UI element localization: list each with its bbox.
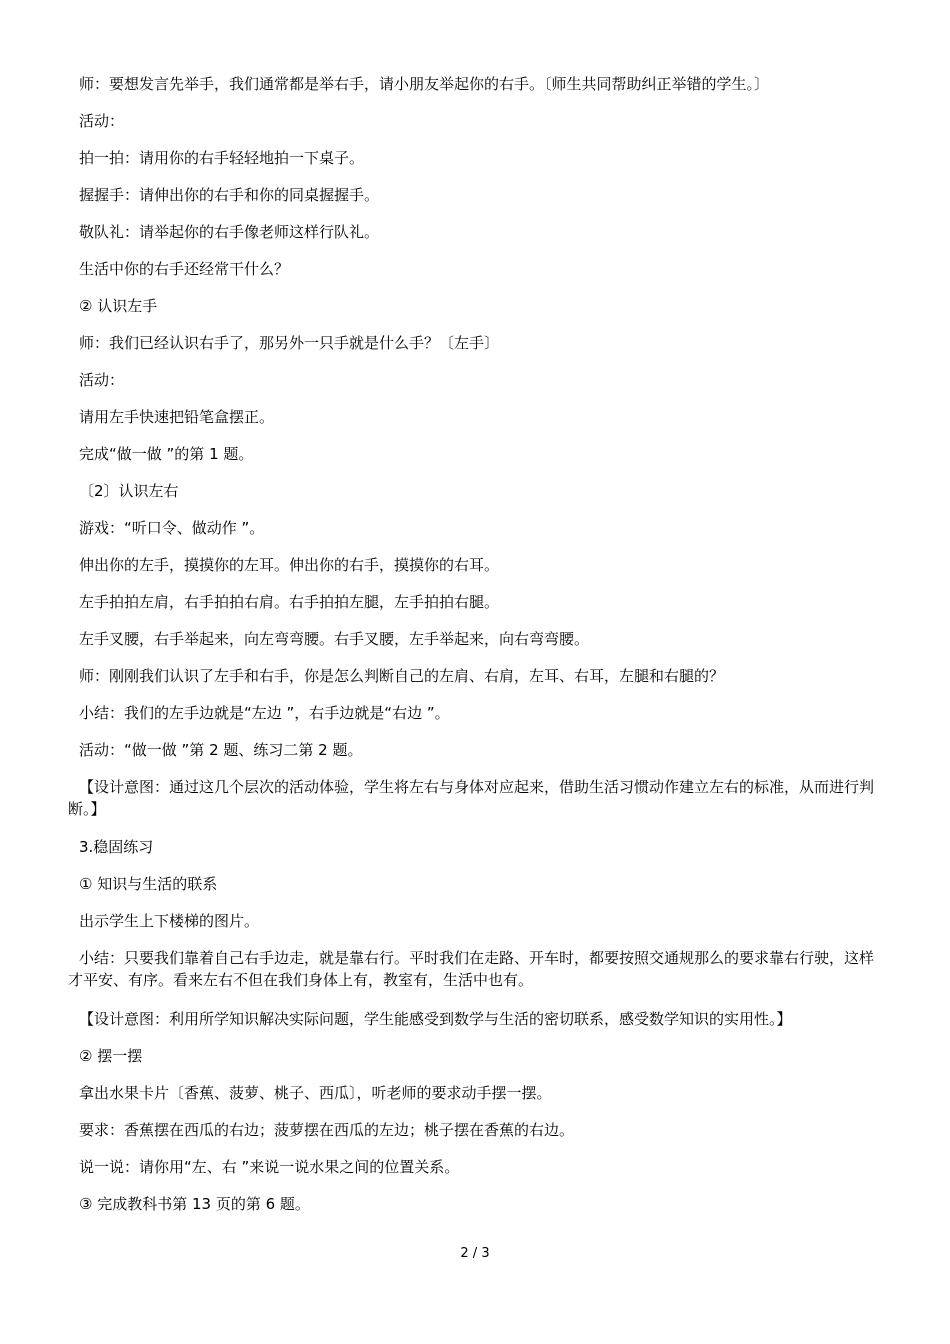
paragraph: ③ 完成教科书第 13 页的第 6 题。 xyxy=(79,1195,310,1213)
paragraph: 左手叉腰，右手举起来，向左弯弯腰。右手叉腰，左手举起来，向右弯弯腰。 xyxy=(79,630,590,648)
paragraph: 生活中你的右手还经常干什么？ xyxy=(79,260,290,278)
paragraph: 握握手：请伸出你的右手和你的同桌握握手。 xyxy=(79,186,380,204)
paragraph: 说一说：请你用“左、右 ”来说一说水果之间的位置关系。 xyxy=(79,1158,460,1176)
section-heading: ② 摆一摆 xyxy=(79,1047,143,1065)
section-heading: ① 知识与生活的联系 xyxy=(79,875,218,893)
paragraph: 活动：“做一做 ”第 2 题、练习二第 2 题。 xyxy=(79,741,363,759)
paragraph: 师：要想发言先举手，我们通常都是举右手，请小朋友举起你的右手。〔师生共同帮助纠正举错的学生。〕 xyxy=(79,75,770,93)
design-intent-note: 【设计意图：利用所学知识解决实际问题，学生能感受到数学与生活的密切联系，感受数学知识的实用性。】 xyxy=(79,1010,792,1028)
paragraph: 左手拍拍左肩，右手拍拍右肩。右手拍拍左腿，左手拍拍右腿。 xyxy=(79,593,500,611)
paragraph: 完成“做一做 ”的第 1 题。 xyxy=(79,445,254,463)
paragraph: 出示学生上下楼梯的图片。 xyxy=(79,912,260,930)
paragraph: 师：刚刚我们认识了左手和右手，你是怎么判断自己的左肩、右肩，左耳、右耳，左腿和右腿的？ xyxy=(79,667,725,685)
paragraph: 活动： xyxy=(79,371,125,389)
paragraph: 敬队礼：请举起你的右手像老师这样行队礼。 xyxy=(79,223,380,241)
section-heading: 3.稳固练习 xyxy=(79,838,154,856)
page-number: 2 / 3 xyxy=(460,1246,490,1261)
paragraph: 拍一拍：请用你的右手轻轻地拍一下桌子。 xyxy=(79,149,365,167)
paragraph: 请用左手快速把铅笔盒摆正。 xyxy=(79,408,275,426)
paragraph: 小结：我们的左手边就是“左边 ”，右手边就是“右边 ”。 xyxy=(79,704,450,722)
paragraph: 拿出水果卡片〔香蕉、菠萝、桃子、西瓜〕，听老师的要求动手摆一摆。 xyxy=(79,1084,552,1102)
paragraph: 师：我们已经认识右手了，那另外一只手就是什么手？〔左手〕 xyxy=(79,334,500,352)
paragraph: 要求：香蕉摆在西瓜的右边；菠萝摆在西瓜的左边；桃子摆在香蕉的右边。 xyxy=(79,1121,575,1139)
paragraph: 伸出你的左手，摸摸你的左耳。伸出你的右手，摸摸你的右耳。 xyxy=(79,556,500,574)
paragraph: 游戏：“听口令、做动作 ”。 xyxy=(79,519,265,537)
paragraph: 活动： xyxy=(79,112,125,130)
design-intent-note: 【设计意图：通过这几个层次的活动体验，学生将左右与身体对应起来，借助生活习惯动作建立左右的标准，从而进行判断。】 xyxy=(68,778,875,818)
section-heading: ② 认识左手 xyxy=(79,297,158,315)
paragraph: 小结：只要我们靠着自己右手边走，就是靠右行。平时我们在走路、开车时，都要按照交通规那么的要求靠右行驶，这样才平安、有序。看来左右不但在我们身体上有，教室有，生活中也有。 xyxy=(68,949,875,989)
section-heading: 〔2〕认识左右 xyxy=(79,482,179,500)
